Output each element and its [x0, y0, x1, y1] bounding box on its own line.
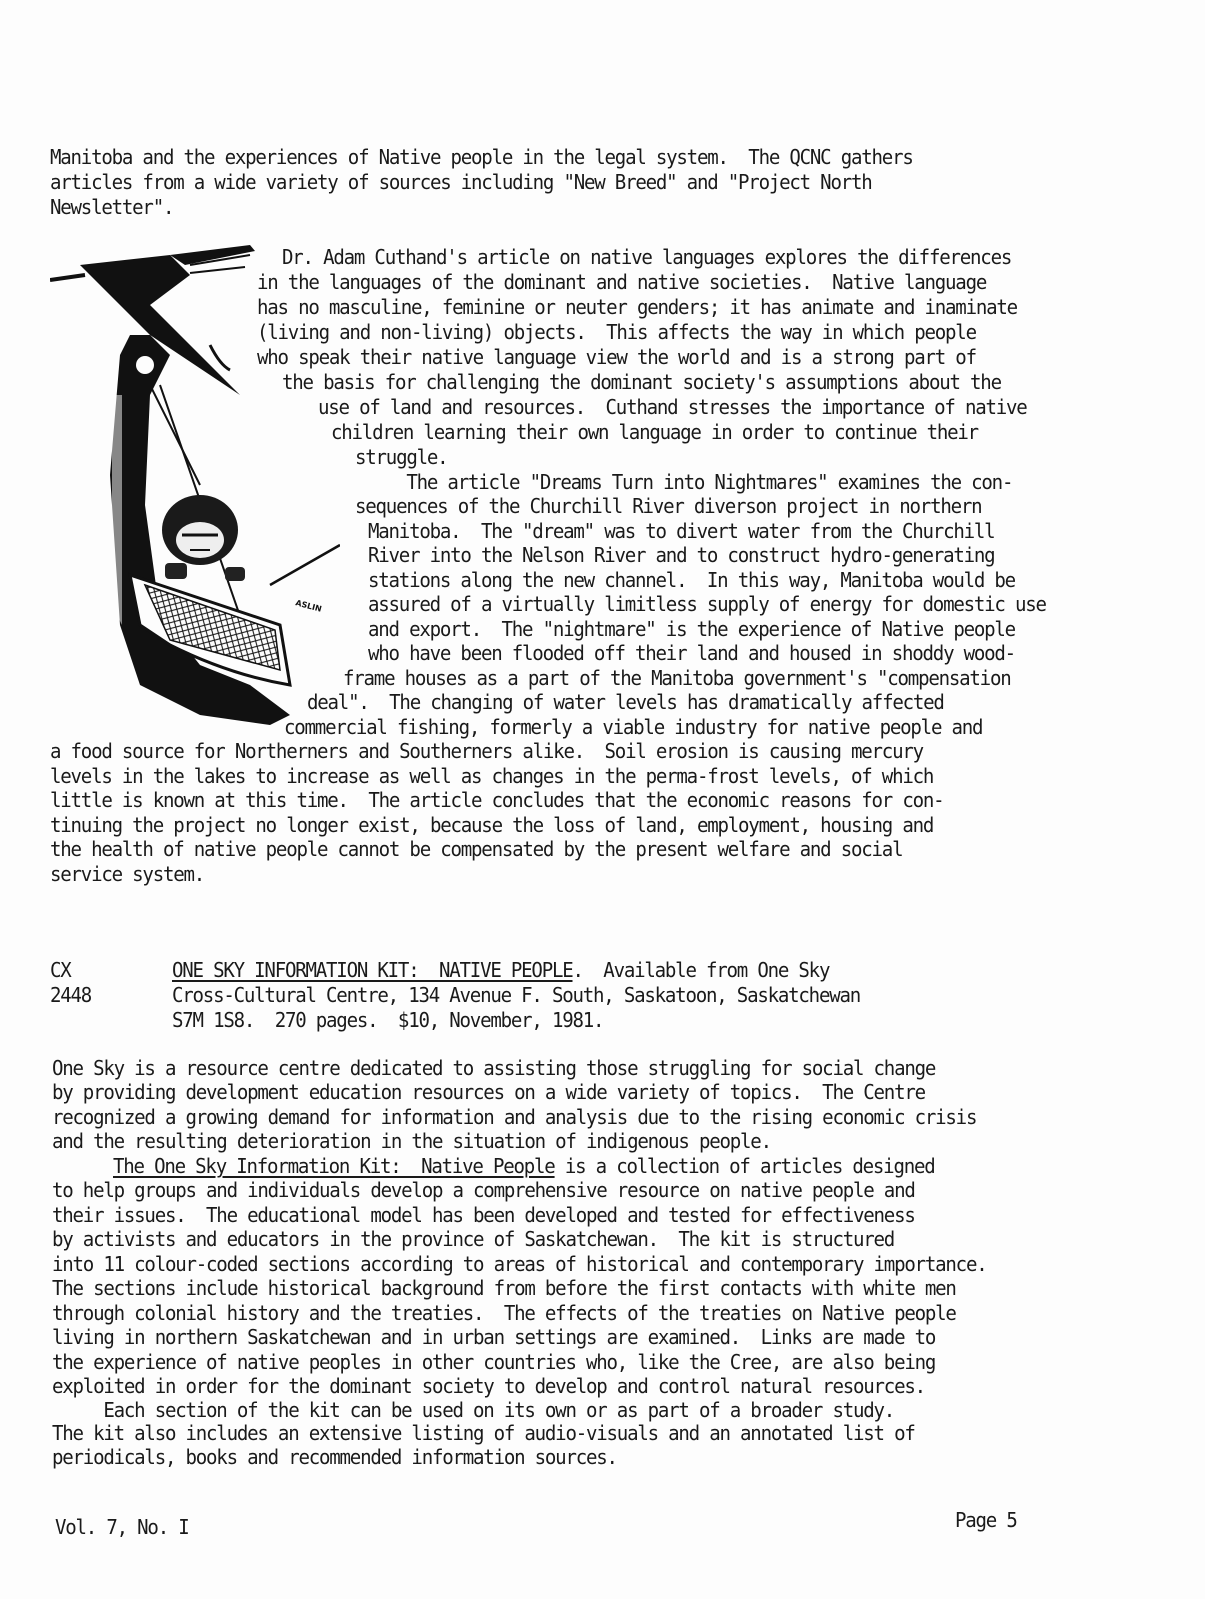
entry-address: Cross-Cultural Centre, 134 Avenue F. South, Saskatoon, Saskatchewan: [172, 983, 861, 1007]
text-line: tinuing the project no longer exist, because the loss of land, employment, housing and: [50, 813, 934, 837]
text-line: who have been flooded off their land and housed in shoddy wood-: [368, 641, 1015, 665]
text-line: assured of a virtually limitless supply of energy for domestic use: [368, 592, 1046, 616]
artist-signature: ASLIN: [294, 598, 323, 614]
text-line: commercial fishing, formerly a viable industry for native people and: [284, 715, 983, 739]
text-line: deal". The changing of water levels has dramatically affected: [307, 690, 944, 714]
text-line: periodicals, books and recommended information sources.: [52, 1445, 617, 1469]
text-line: the basis for challenging the dominant society's assumptions about the: [282, 370, 1001, 394]
text-line: Manitoba. The "dream" was to divert water from the Churchill: [368, 519, 995, 543]
text-line: Newsletter".: [50, 195, 174, 219]
text-line: River into the Nelson River and to construct hydro-generating: [368, 543, 995, 567]
text-line: by activists and educators in the province of Saskatchewan. The kit is structured: [52, 1227, 895, 1251]
text-line: the experience of native peoples in other countries who, like the Cree, are also being: [52, 1350, 936, 1374]
text-line: The article "Dreams Turn into Nightmares" examines the con-: [355, 470, 1013, 494]
text-line: children learning their own language in order to continue their: [331, 420, 978, 444]
text-line: stations along the new channel. In this way, Manitoba would be: [368, 568, 1015, 592]
text-line: (living and non-living) objects. This affects the way in which people: [257, 320, 976, 344]
kit-title: The One Sky Information Kit: Native People: [113, 1154, 555, 1178]
text-line: and the resulting deterioration in the situation of indigenous people.: [52, 1129, 771, 1153]
text-line: who speak their native language view the world and is a strong part of: [257, 345, 976, 369]
text-line: and export. The "nightmare" is the experience of Native people: [368, 617, 1015, 641]
text-line: The kit also includes an extensive listing of audio-visuals and an annotated list of: [52, 1421, 915, 1445]
text-line: Manitoba and the experiences of Native people in the legal system. The QCNC gathers: [50, 145, 913, 169]
text-line: service system.: [50, 862, 205, 886]
text-line: their issues. The educational model has been developed and tested for effectiveness: [52, 1203, 915, 1227]
entry-code-number: 2448: [50, 983, 92, 1007]
person-figure: [162, 495, 245, 581]
text-line: recognized a growing demand for information and analysis due to the rising economic crisis: [52, 1105, 977, 1129]
text-line: exploited in order for the dominant society to develop and control natural resources.: [52, 1374, 925, 1398]
entry-availability: . Available from One Sky: [572, 958, 830, 982]
text-line: into 11 colour-coded sections according to areas of historical and contemporary importance.: [52, 1252, 987, 1276]
text-line: sequences of the Churchill River diverson project in northern: [355, 494, 982, 518]
text-line: Each section of the kit can be used on its own or as part of a broader study.: [52, 1398, 895, 1422]
text-line: to help groups and individuals develop a comprehensive resource on native people and: [52, 1178, 915, 1202]
text-line: One Sky is a resource centre dedicated to assisting those struggling for social change: [52, 1056, 936, 1080]
entry-code-prefix: CX: [50, 958, 71, 982]
entry-details: S7M 1S8. 270 pages. $10, November, 1981.: [172, 1008, 604, 1032]
text-line: levels in the lakes to increase as well as changes in the perma-frost levels, of which: [50, 764, 934, 788]
text-line: in the languages of the dominant and native societies. Native language: [257, 270, 987, 294]
text-line: living in northern Saskatchewan and in urban settings are examined. Links are made to: [52, 1325, 936, 1349]
text-line: Dr. Adam Cuthand's article on native languages explores the differences: [282, 245, 1012, 269]
text-line: little is known at this time. The article concludes that the economic reasons for con-: [50, 788, 944, 812]
text-line: use of land and resources. Cuthand stresses the importance of native: [318, 395, 1027, 419]
text-segment: is a collection of articles designed: [554, 1154, 935, 1178]
text-line: struggle.: [355, 445, 448, 469]
entry-citation-line: [172, 958, 829, 982]
text-line: by providing development education resources on a wide variety of topics. The Centre: [52, 1080, 925, 1104]
text-line: a food source for Northerners and Southerners alike. Soil erosion is causing mercury: [50, 739, 923, 763]
text-line: has no masculine, feminine or neuter genders; it has animate and inaminate: [257, 295, 1017, 319]
text-line: through colonial history and the treaties. The effects of the treaties on Native people: [52, 1301, 956, 1325]
text-line: articles from a wide variety of sources including "New Breed" and "Project North: [50, 170, 872, 194]
volume-number: Vol. 7, No. I: [55, 1515, 189, 1539]
text-line: The sections include historical background from before the first contacts with white men: [52, 1276, 956, 1300]
text-line: the health of native people cannot be compensated by the present welfare and social: [50, 837, 903, 861]
text-line: [113, 1154, 935, 1178]
text-line: frame houses as a part of the Manitoba government's "compensation: [343, 666, 1011, 690]
page-number: Page 5: [955, 1508, 1017, 1532]
entry-title: ONE SKY INFORMATION KIT: NATIVE PEOPLE: [172, 958, 573, 982]
